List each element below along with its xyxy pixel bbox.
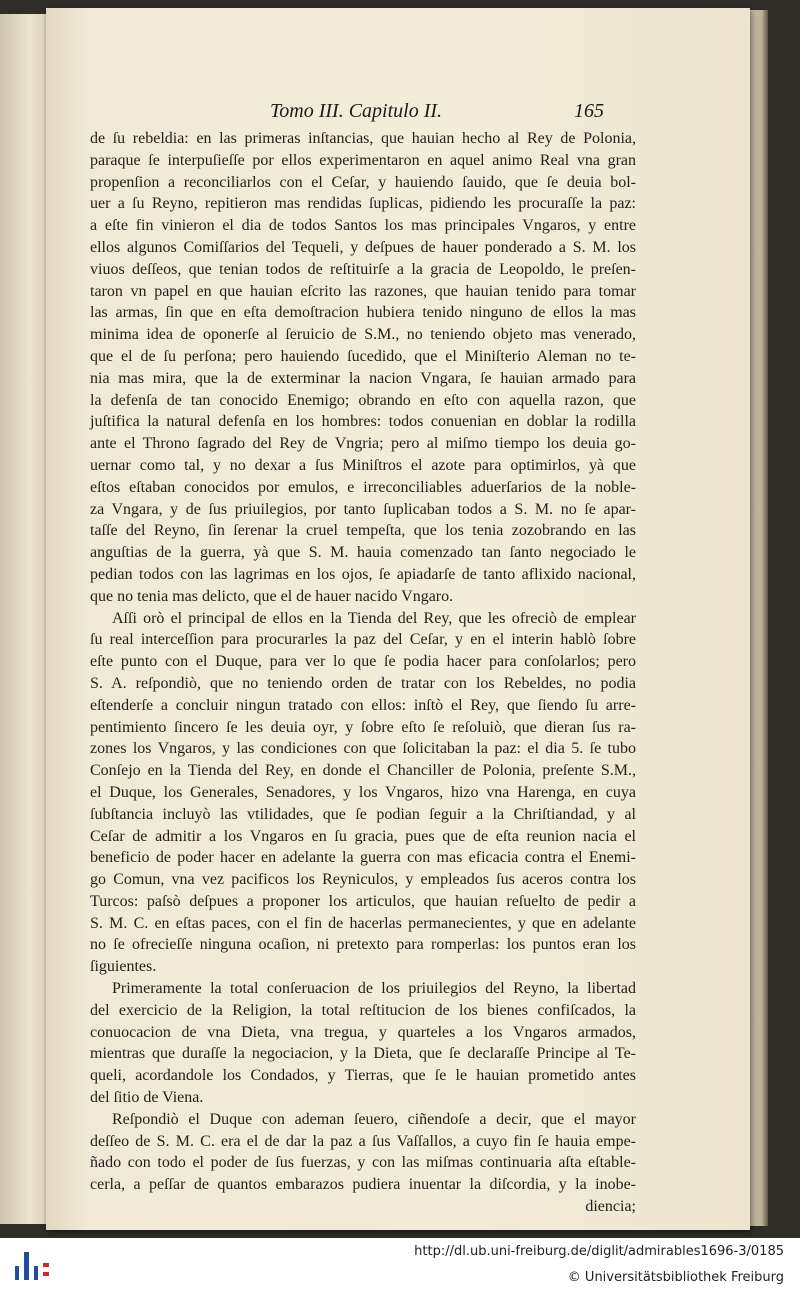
text-line: go Comun, vna vez pacificos los Reyniculos, y empleados ſus aceros contra los xyxy=(90,871,636,889)
running-head: Tomo III. Capitulo II. xyxy=(270,100,443,122)
text-line: viuos deſſeos, que tenian todos de reſtituirſe a la gracia de Leopoldo, le preſen- xyxy=(90,260,636,278)
text-line: paraque ſe interpuſieſſe por ellos experimentaron en aquel animo Real vna gran xyxy=(90,151,636,169)
text-line: del ſitio de Viena. xyxy=(90,1089,204,1107)
logo-accent-bottom xyxy=(43,1272,49,1276)
text-line: a eſte fin vinieron el dia de todos Santos los mas principales Vngaros, y entre xyxy=(90,217,636,235)
text-line: Turcos: paſsò deſpues a proponer los articulos, que hauian reſuelto de pedir a xyxy=(90,892,636,910)
text-line: ſu real interceſſion para procurarles la paz del Ceſar, y en el interin hablò ſobre xyxy=(90,631,636,649)
page-number: 165 xyxy=(574,100,604,122)
text-line: za Vngara, y de ſus priuilegios, por tanto ſuplicaban todos a S. M. no ſe apar- xyxy=(90,500,636,518)
text-line: Primeramente la total conſeruacion de los priuilegios del Reyno, la libertad xyxy=(112,980,636,998)
text-line: Ceſar de admitir a los Vngaros en ſu gracia, pues que de eſta reunion nacia el xyxy=(90,827,636,845)
text-line: que el de ſu perſona; pero hauiendo ſucedido, que el Miniſterio Aleman no te- xyxy=(90,347,636,365)
text-line: S. M. C. en eſtas paces, con el fin de hacerlas permanecientes, y que en adelante xyxy=(90,914,636,932)
text-line: Reſpondiò el Duque con ademan ſeuero, ciñendoſe a decir, que el mayor xyxy=(112,1110,636,1128)
text-line: S. A. reſpondiò, que no teniendo orden de tratar con los Rebeldes, no podia xyxy=(90,674,636,692)
text-line: ante el Throno ſagrado del Rey de Vngria; pero al miſmo tiempo los deuia go- xyxy=(90,435,636,453)
page-stack-edge xyxy=(748,10,768,1226)
text-line: de ſu rebeldia: en las primeras inſtancias, que hauian hecho al Rey de Polonia, xyxy=(90,130,636,147)
facing-page-edge xyxy=(0,14,51,1224)
text-line: juſtifica la natural defenſa en los hombres: todos conuenian en doblar la rodilla xyxy=(90,413,636,431)
text-line: anguſtias de la guerra, yà que S. M. hauia comenzado tan ſanto negociado le xyxy=(90,544,636,562)
text-line: ellos algunos Comiſſarios del Tequeli, y deſpues de hauer ponderado a S. M. los xyxy=(90,238,636,256)
text-line: taron vn papel en que hauian eſcrito las razones, que hauian tenido para tomar xyxy=(90,282,636,300)
document-url[interactable]: http://dl.ub.uni-freiburg.de/diglit/admirables1696-3/0185 xyxy=(414,1244,784,1259)
text-line: pedian todos con las lagrimas en los ojos, ſe apiadarſe de tanto aflixido nacional, xyxy=(90,565,636,583)
text-line: que no tenia mas delicto, que el de hauer nacido Vngaro. xyxy=(90,587,454,605)
logo-bar-center xyxy=(24,1252,29,1280)
text-line: Conſejo en la Tienda del Rey, en donde el Chanciller de Polonia, preſente S.M., xyxy=(90,762,636,780)
text-line: minima idea de oponerſe al ſeruicio de S.M., no teniendo objeto mas venerado, xyxy=(90,326,636,344)
copyright-notice: © Universitätsbibliothek Freiburg xyxy=(567,1270,784,1285)
text-line: diencia; xyxy=(585,1198,636,1216)
text-line: eſtenderſe a concluir ningun tratado con ellos: inſtò el Rey, que ſiendo ſu arre- xyxy=(90,696,636,714)
text-line: nia mas mira, que la de exterminar la nacion Vngara, ſe hauian armado para xyxy=(90,369,636,387)
logo-bar-left xyxy=(15,1266,19,1280)
text-line: cerla, a peſſar de quantos embarazos pudiera inuentar la diſcordia, y la inobe- xyxy=(90,1176,636,1194)
logo-bar-right xyxy=(34,1266,38,1280)
text-line: el Duque, los Generales, Senadores, y los Vngaros, hizo vna Harenga, en cuya xyxy=(90,783,636,801)
text-line: del exercicio de la Religion, la total reſtitucion de los bienes confiſcados, la xyxy=(90,1001,636,1019)
text-line: Aſſi orò el principal de ellos en la Tienda del Rey, que les ofreciò de emplear xyxy=(112,609,636,627)
viewer-footer xyxy=(0,1238,800,1293)
logo-accent-top xyxy=(43,1263,49,1267)
text-line: ſiguientes. xyxy=(90,958,157,976)
text-line: queli, acordandole los Condados, y Tierras, que ſe le hauian prometido antes xyxy=(90,1067,636,1085)
text-line: uer a ſu Reyno, repitieron mas rendidas ſuplicas, pidiendo les procuraſſe la paz: xyxy=(90,195,636,213)
text-line: zones los Vngaros, y las condiciones con que ſolicitaban la paz: el dia 5. ſe tubo xyxy=(90,740,636,758)
text-line: la defenſa de tan conocido Enemigo; obrando en eſto con aquella razon, que xyxy=(90,391,636,409)
text-line: conuocacion de vna Dieta, vna tregua, y quarteles a los Vngaros armados, xyxy=(90,1023,636,1041)
text-line: mientras que duraſſe la negociacion, y la Dieta, que ſe declaraſſe Principe al Te- xyxy=(90,1045,636,1063)
text-line: no ſe ofrecieſſe ninguna ocaſion, ni pretexto para romperlas: los puntos eran los xyxy=(90,936,636,954)
text-line: uernar como tal, y no dexar a ſus Miniſtros el azote para optimirlos, yà que xyxy=(90,456,636,474)
ub-freiburg-logo-icon[interactable] xyxy=(12,1246,52,1286)
text-line: pentimiento ſincero ſe les deuia oyr, y ſobre eſto ſe reſoluiò, que dieran ſus ra- xyxy=(90,718,636,736)
text-line: eſtos eſtaban conocidos por emulos, e irreconciliables aduerſarios de la noble- xyxy=(90,478,636,496)
text-line: eſte punto con el Duque, para ver lo que ſe podia hacer para conſolarlos; pero xyxy=(90,653,636,671)
text-line: las armas, ſin que en eſta demoſtracion hubiera tenido ninguno de ellos la mas xyxy=(90,304,636,322)
text-line: deſſeo de S. M. C. era el de dar la paz a ſus Vaſſallos, a cuyo fin ſe hauia empe- xyxy=(90,1132,636,1150)
text-line: propenſion a reconciliarlos con el Ceſar, y hauiendo ſauido, que ſe deuia bol- xyxy=(90,173,636,191)
text-line: ſubſtancia incluyò las vtilidades, que ſe podian ſeguir a la Chriſtiandad, y al xyxy=(90,805,636,823)
text-line: beneficio de poder hacer en adelante la guerra con mas eficacia contra el Enemi- xyxy=(90,849,636,867)
text-line: taſſe del Reyno, ſin ſerenar la cruel tempeſta, que los tenia zozobrando en las xyxy=(90,522,636,540)
text-line: ñado con todo el poder de ſus fuerzas, y con las miſmas continuaria aſta eſtable- xyxy=(90,1154,636,1172)
body-text xyxy=(90,128,636,1218)
